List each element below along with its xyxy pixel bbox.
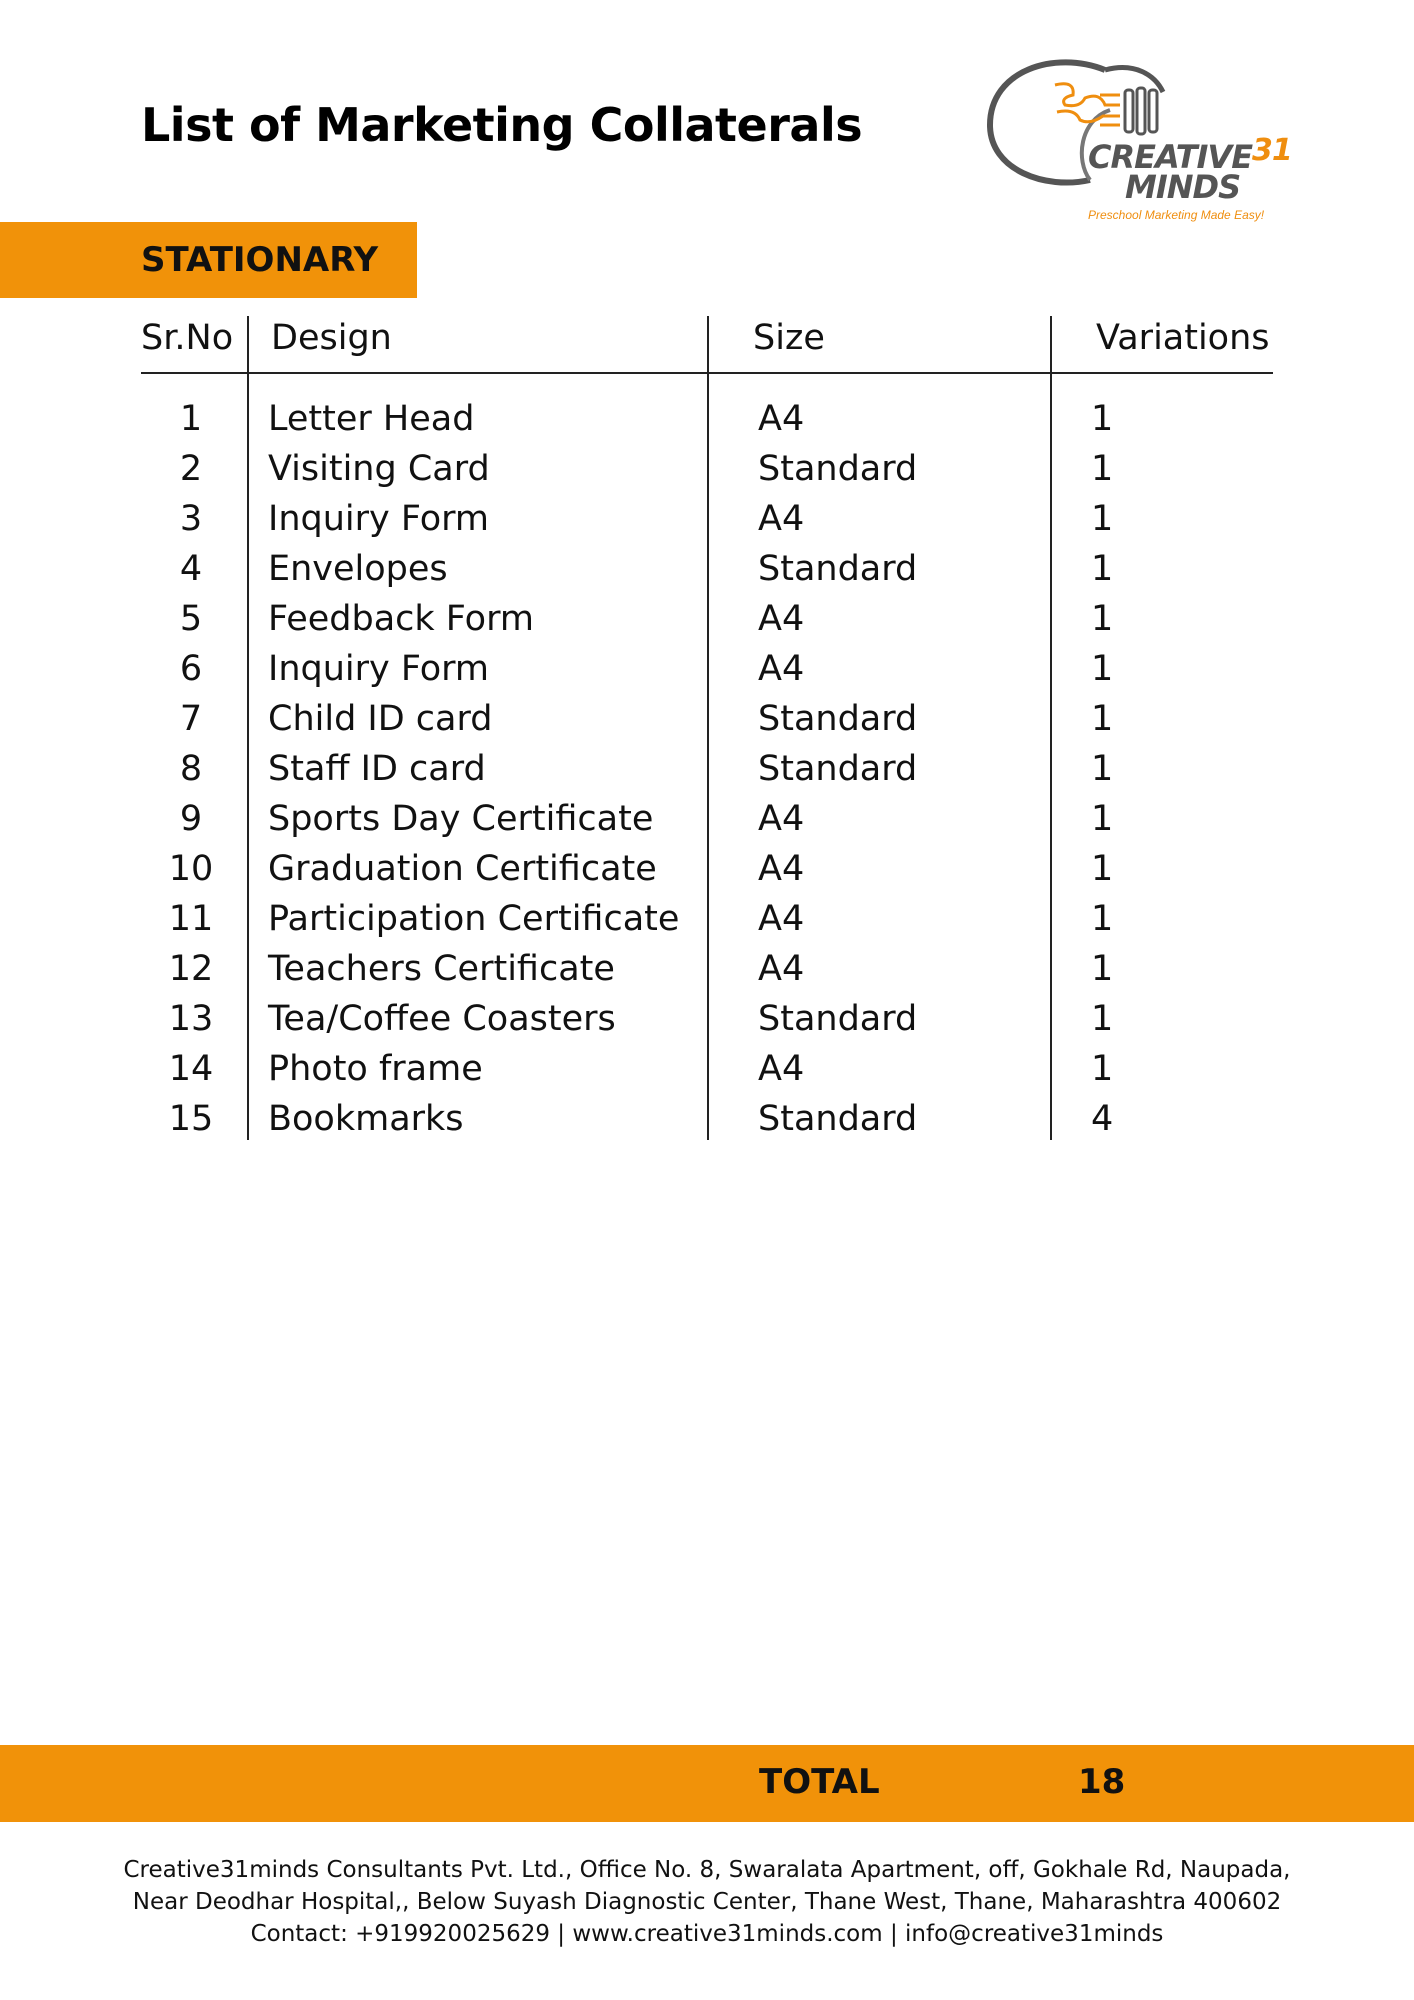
row-number: 7 <box>179 699 203 739</box>
footer-contact: Contact: +919920025629 | www.creative31minds.com | info@creative31minds <box>250 1921 1164 1947</box>
header-design: Design <box>271 318 392 358</box>
row-size: A4 <box>758 399 805 439</box>
table-row <box>141 946 1273 996</box>
row-design: Feedback Form <box>268 599 534 639</box>
row-design: Bookmarks <box>268 1099 464 1139</box>
table-row <box>141 1096 1273 1146</box>
footer-address-line-1: Creative31minds Consultants Pvt. Ltd., Office No. 8, Swaralata Apartment, off, Gokhale Rd, Naupada, <box>123 1857 1291 1883</box>
row-variations: 1 <box>1091 999 1114 1039</box>
row-size: A4 <box>758 799 805 839</box>
row-size: A4 <box>758 899 805 939</box>
header-size: Size <box>753 318 825 358</box>
header-variations: Variations <box>1096 318 1270 358</box>
row-size: A4 <box>758 599 805 639</box>
table-row <box>141 396 1273 446</box>
row-design: Envelopes <box>268 549 448 589</box>
row-variations: 1 <box>1091 399 1114 439</box>
row-design: Graduation Certificate <box>268 849 657 889</box>
row-number: 14 <box>168 1049 214 1089</box>
row-size: Standard <box>758 549 918 589</box>
row-design: Inquiry Form <box>268 649 490 689</box>
table-row <box>141 746 1273 796</box>
section-header <box>0 222 417 298</box>
table-row <box>141 1046 1273 1096</box>
header-divider <box>141 372 1273 374</box>
row-design: Inquiry Form <box>268 499 490 539</box>
row-number: 11 <box>168 899 214 939</box>
row-variations: 1 <box>1091 699 1114 739</box>
row-number: 15 <box>168 1099 214 1139</box>
logo-wordmark-creative: CREATIVE31 <box>1088 133 1292 176</box>
row-number: 5 <box>179 599 203 639</box>
row-size: A4 <box>758 849 805 889</box>
table-row <box>141 896 1273 946</box>
row-design: Photo frame <box>268 1049 483 1089</box>
row-number: 12 <box>168 949 214 989</box>
row-number: 1 <box>179 399 203 439</box>
row-variations: 1 <box>1091 949 1114 989</box>
row-variations: 1 <box>1091 649 1114 689</box>
logo-tagline: Preschool Marketing Made Easy! <box>1088 208 1265 222</box>
row-size: A4 <box>758 499 805 539</box>
row-design: Sports Day Certificate <box>268 799 654 839</box>
row-variations: 1 <box>1091 599 1114 639</box>
row-design: Staff ID card <box>268 749 486 789</box>
row-variations: 1 <box>1091 899 1114 939</box>
collaterals-table <box>141 316 1273 1140</box>
row-variations: 1 <box>1091 499 1114 539</box>
table-row <box>141 696 1273 746</box>
row-size: A4 <box>758 649 805 689</box>
table-row <box>141 796 1273 846</box>
row-design: Participation Certificate <box>268 899 680 939</box>
row-number: 9 <box>179 799 203 839</box>
row-size: Standard <box>758 449 918 489</box>
footer-address-line-2: Near Deodhar Hospital,, Below Suyash Diagnostic Center, Thane West, Thane, Maharashtra 400602 <box>132 1889 1282 1915</box>
row-number: 6 <box>179 649 203 689</box>
row-variations: 1 <box>1091 749 1114 789</box>
row-size: Standard <box>758 1099 918 1139</box>
row-number: 13 <box>168 999 214 1039</box>
company-logo <box>985 50 1292 230</box>
row-design: Letter Head <box>268 399 475 439</box>
table-row <box>141 596 1273 646</box>
logo-number: 31 <box>1252 133 1292 168</box>
row-number: 8 <box>179 749 203 789</box>
row-design: Tea/Coffee Coasters <box>268 999 616 1039</box>
header-sr-no: Sr.No <box>141 318 234 358</box>
table-row <box>141 646 1273 696</box>
section-title: STATIONARY <box>141 240 379 280</box>
row-variations: 1 <box>1091 549 1114 589</box>
table-row <box>141 496 1273 546</box>
row-number: 4 <box>179 549 203 589</box>
footer <box>0 1854 1414 1950</box>
row-size: Standard <box>758 699 918 739</box>
total-value: 18 <box>1078 1762 1126 1802</box>
table-row <box>141 846 1273 896</box>
row-size: Standard <box>758 999 918 1039</box>
total-label: TOTAL <box>759 1762 880 1802</box>
row-size: Standard <box>758 749 918 789</box>
row-design: Child ID card <box>268 699 493 739</box>
row-size: A4 <box>758 1049 805 1089</box>
table-row <box>141 446 1273 496</box>
row-variations: 4 <box>1091 1099 1114 1139</box>
page-title: List of Marketing Collaterals <box>141 98 863 152</box>
table-body <box>141 396 1273 1146</box>
row-variations: 1 <box>1091 449 1114 489</box>
row-variations: 1 <box>1091 1049 1114 1089</box>
row-number: 3 <box>179 499 203 539</box>
row-variations: 1 <box>1091 799 1114 839</box>
row-design: Visiting Card <box>268 449 490 489</box>
row-number: 10 <box>168 849 214 889</box>
row-size: A4 <box>758 949 805 989</box>
table-row <box>141 546 1273 596</box>
row-number: 2 <box>179 449 203 489</box>
total-bar <box>0 1745 1414 1822</box>
row-variations: 1 <box>1091 849 1114 889</box>
logo-wordmark-minds: MINDS <box>1125 168 1241 206</box>
table-row <box>141 996 1273 1046</box>
row-design: Teachers Certificate <box>268 949 615 989</box>
